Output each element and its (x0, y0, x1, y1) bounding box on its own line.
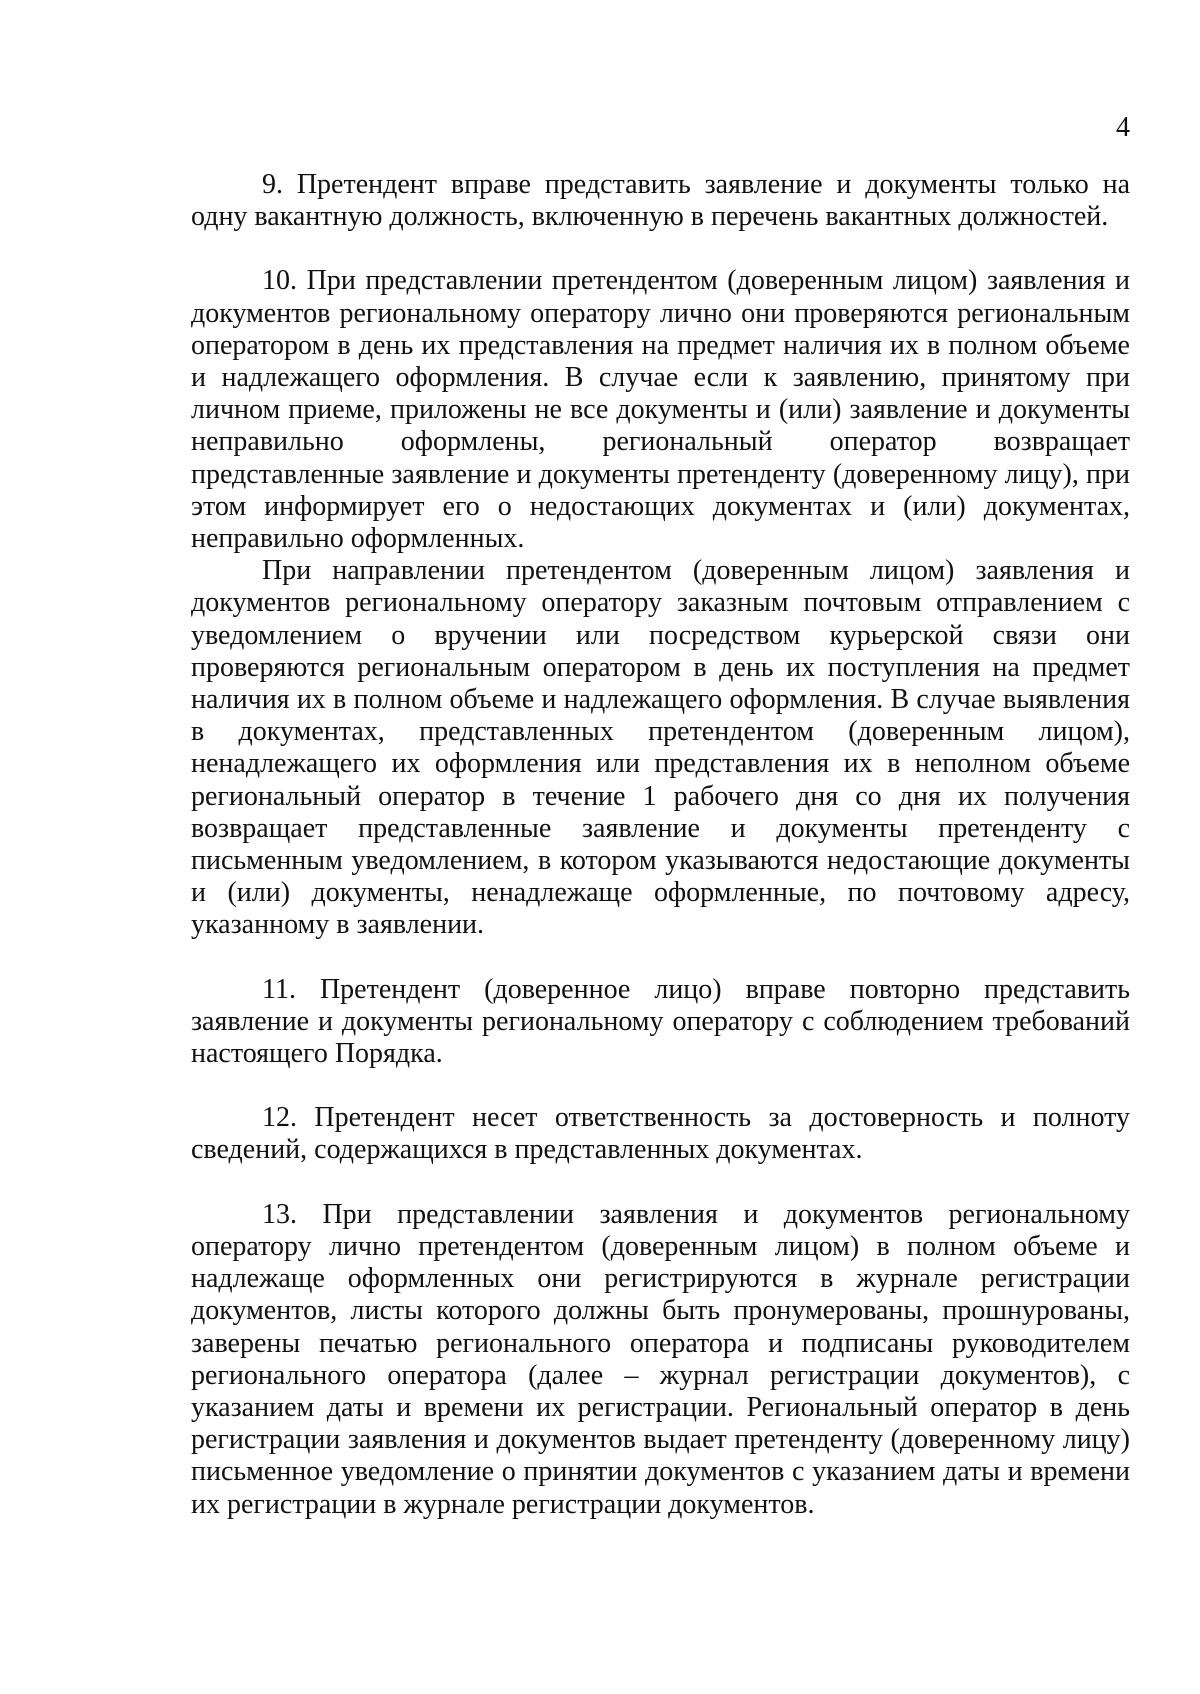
page-number: 4 (1116, 112, 1130, 143)
paragraph-9: 9. Претендент вправе представить заявление и документы только на одну вакантную должность, включенную в перечень вакантных должностей. (191, 169, 1130, 233)
paragraph-13: 13. При представлении заявления и документов региональному оператору лично претендентом (доверенным лицом) в полном объеме и надлежаще оформленных они регистрируются в журнале регистрации документов, листы которого должны быть пронумерованы, прошнурованы, заверены печатью регионального оператора и подписаны руководителем регионального оператора (далее – журнал регистрации документов), с указанием даты и времени их регистрации. Региональный оператор в день регистрации заявления и документов выдает претенденту (доверенному лицу) письменное уведомление о принятии документов с указанием даты и времени их регистрации в журнале регистрации документов. (191, 1198, 1130, 1520)
paragraph-11: 11. Претендент (доверенное лицо) вправе повторно представить заявление и документы региональному оператору с соблюдением требований настоящего Порядка. (191, 973, 1130, 1070)
paragraph-10: 10. При представлении претендентом (доверенным лицом) заявления и документов региональному оператору лично они проверяются региональным оператором в день их представления на предмет наличия их в полном объеме и надлежащего оформления. В случае если к заявлению, принятому при личном приеме, приложены не все документы и (или) заявление и документы неправильно оформлены, региональный оператор возвращает представленные заявление и документы претенденту (доверенному лицу), при этом информирует его о недостающих документах и (или) документах, неправильно оформленных. (191, 265, 1130, 555)
paragraph-10-continued: При направлении претендентом (доверенным лицом) заявления и документов региональному оператору заказным почтовым отправлением с уведомлением о вручении или посредством курьерской связи они проверяются региональным оператором в день их поступления на предмет наличия их в полном объеме и надлежащего оформления. В случае выявления в документах, представленных претендентом (доверенным лицом), ненадлежащего их оформления или представления их в неполном объеме региональный оператор в течение 1 рабочего дня со дня их получения возвращает представленные заявление и документы претенденту с письменным уведомлением, в котором указываются недостающие документы и (или) документы, ненадлежаще оформленные, по почтовому адресу, указанному в заявлении. (191, 555, 1130, 941)
document-body (191, 169, 1130, 1521)
paragraph-12: 12. Претендент несет ответственность за достоверность и полноту сведений, содержащихся в представленных документах. (191, 1102, 1130, 1166)
